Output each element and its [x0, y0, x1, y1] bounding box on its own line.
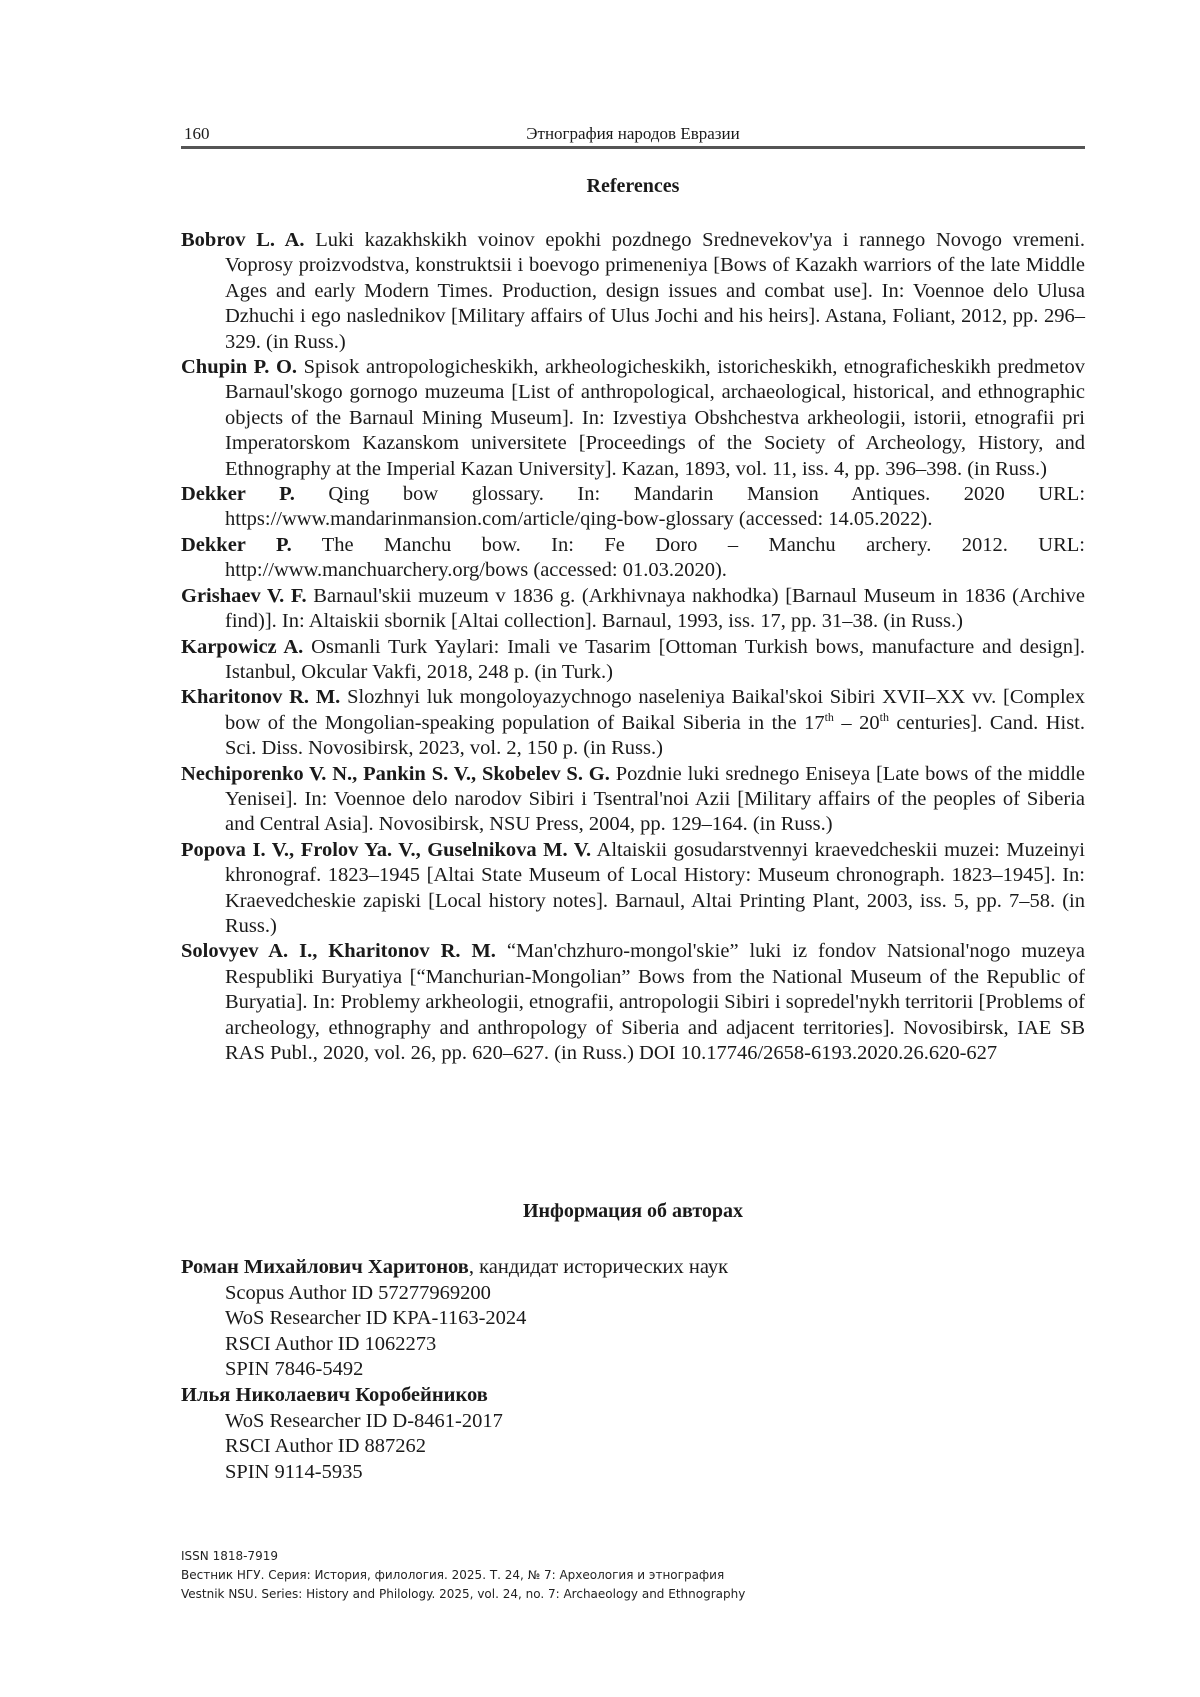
references-list	[181, 228, 1085, 1066]
reference-text: Pozdnie luki srednego Eniseya [Late bows of the middle Yenisei]. In: Voennoe delo narodov Sibiri i Tsentral'noi Azii [Military affairs of the peoples of Siberia and Central Asia]. Novosibirsk, NSU Press, 2004, pp. 129–164. (in Russ.)	[225, 763, 1085, 836]
footer-citation-ru: Вестник НГУ. Серия: История, филология. 2025. Т. 24, № 7: Археология и этнография	[181, 1566, 1085, 1585]
reference-text: Spisok antropologicheskikh, arkheologicheskikh, istoricheskikh, etnograficheskikh predmetov Barnaul'skogo gornogo muzeuma [List of anthropological, archaeological, historical, and ethnographic objects of the Barnaul Mining Museum]. In: Izvestiya Obshchestva arkheologii, istorii, etnografii pri Imperatorskom Kazanskom universitete [Proceedings of the Society of Archeology, History, and Ethnography at the Imperial Kazan University]. Kazan, 1893, vol. 11, iss. 4, pp. 396–398. (in Russ.)	[225, 356, 1085, 480]
reference-authors: Bobrov L. A.	[181, 229, 305, 251]
author-name: Илья Николаевич Коробейников	[181, 1384, 488, 1406]
reference-authors: Popova I. V., Frolov Ya. V., Guselnikova M. V.	[181, 839, 591, 861]
author-id: WoS Researcher ID D-8461-2017	[181, 1409, 1085, 1435]
reference-text: centuries]. Cand. Hist. Sci. Diss. Novosibirsk, 2023, vol. 2, 150 p. (in Russ.)	[225, 712, 1085, 759]
author-id: SPIN 9114-5935	[181, 1460, 1085, 1486]
author-entry	[181, 1255, 1085, 1281]
reference-text: Slozhnyi luk mongoloyazychnogo naseleniya Baikal'skoi Sibiri XVII–XX vv. [Complex bow of the Mongolian-speaking population of Baikal Siberia in the 17	[225, 686, 1085, 733]
reference-text: Barnaul'skii muzeum v 1836 g. (Arkhivnaya nakhodka) [Barnaul Museum in 1836 (Archive find)]. In: Altaiskii sbornik [Altai collection]. Barnaul, 1993, iss. 17, pp. 31–38. (in Russ.)	[225, 585, 1085, 632]
authors-info-title: Информация об авторах	[181, 1200, 1085, 1223]
reference-text: Qing bow glossary. In: Mandarin Mansion Antiques. 2020 URL: https://www.mandarinmansion.com/article/qing-bow-glossary (accessed: 14.05.2022).	[225, 483, 1085, 530]
reference-item	[181, 685, 1085, 761]
reference-item	[181, 762, 1085, 838]
author-id: SPIN 7846-5492	[181, 1357, 1085, 1383]
reference-text: Luki kazakhskikh voinov epokhi pozdnego Srednevekov'ya i rannego Novogo vremeni. Voprosy proizvodstva, konstruktsii i boevogo primeneniya [Bows of Kazakh warriors of the late Middle Ages and early Modern Times. Production, design issues and combat use]. In: Voennoe delo Ulusa Dzhuchi i ego naslednikov [Military affairs of Ulus Jochi and his heirs]. Astana, Foliant, 2012, pp. 296–329. (in Russ.)	[225, 229, 1085, 353]
superscript: th	[825, 710, 834, 724]
author-name: Роман Михайлович Харитонов	[181, 1256, 469, 1278]
reference-item	[181, 584, 1085, 635]
reference-authors: Solovyev A. I., Kharitonov R. M.	[181, 940, 496, 962]
reference-text: Altaiskii gosudarstvennyi kraevedcheskii muzei: Muzeinyi khronograf. 1823–1945 [Altai State Museum of Local History: Museum chronograph. 1823–1945]. In: Kraevedcheskie zapiski [Local history notes]. Barnaul, Altai Printing Plant, 2003, iss. 5, pp. 7–58. (in Russ.)	[225, 839, 1085, 937]
header-rule	[181, 146, 1085, 149]
reference-text: – 20	[834, 712, 880, 734]
journal-title: Этнография народов Евразии	[181, 124, 1085, 144]
reference-item	[181, 355, 1085, 482]
reference-authors: Karpowicz A.	[181, 636, 303, 658]
running-header	[181, 120, 1085, 146]
reference-item	[181, 635, 1085, 686]
footer-issn: ISSN 1818-7919	[181, 1547, 1085, 1566]
reference-item	[181, 533, 1085, 584]
author-id: RSCI Author ID 887262	[181, 1434, 1085, 1460]
references-title: References	[181, 175, 1085, 198]
reference-text: The Manchu bow. In: Fe Doro – Manchu archery. 2012. URL: http://www.manchuarchery.org/bows (accessed: 01.03.2020).	[225, 534, 1085, 581]
reference-authors: Chupin P. O.	[181, 356, 297, 378]
author-id: Scopus Author ID 57277969200	[181, 1281, 1085, 1307]
reference-authors: Nechiporenko V. N., Pankin S. V., Skobelev S. G.	[181, 763, 610, 785]
author-degree: , кандидат исторических наук	[469, 1256, 728, 1278]
reference-item	[181, 939, 1085, 1066]
reference-authors: Grishaev V. F.	[181, 585, 307, 607]
reference-text: “Man'chzhuro-mongol'skie” luki iz fondov Natsional'nogo muzeya Respubliki Buryatiya [“Manchurian-Mongolian” Bows from the National Museum of the Republic of Buryatia]. In: Problemy arkheologii, etnografii, antropologii Sibiri i sopredel'nykh territorii [Problems of archeology, ethnography and anthropology of Siberia and adjacent territories]. Novosibirsk, IAE SB RAS Publ., 2020, vol. 26, pp. 620–627. (in Russ.) DOI 10.17746/2658-6193.2020.26.620-627	[225, 940, 1085, 1064]
page-footer	[181, 1547, 1085, 1604]
reference-item	[181, 228, 1085, 355]
page	[181, 0, 1085, 1697]
authors-info	[181, 1255, 1085, 1485]
superscript: th	[880, 710, 889, 724]
author-id: RSCI Author ID 1062273	[181, 1332, 1085, 1358]
reference-item	[181, 838, 1085, 940]
author-id: WoS Researcher ID KPA-1163-2024	[181, 1306, 1085, 1332]
author-entry	[181, 1383, 1085, 1409]
reference-authors: Kharitonov R. M.	[181, 686, 340, 708]
page-number: 160	[184, 124, 210, 144]
reference-item	[181, 482, 1085, 533]
reference-authors: Dekker P.	[181, 534, 292, 556]
reference-authors: Dekker P.	[181, 483, 295, 505]
reference-text: Osmanli Turk Yaylari: Imali ve Tasarim [Ottoman Turkish bows, manufacture and design]. Istanbul, Okcular Vakfi, 2018, 248 p. (in Turk.)	[225, 636, 1085, 683]
footer-citation-en: Vestnik NSU. Series: History and Philology. 2025, vol. 24, no. 7: Archaeology and Ethnography	[181, 1585, 1085, 1604]
